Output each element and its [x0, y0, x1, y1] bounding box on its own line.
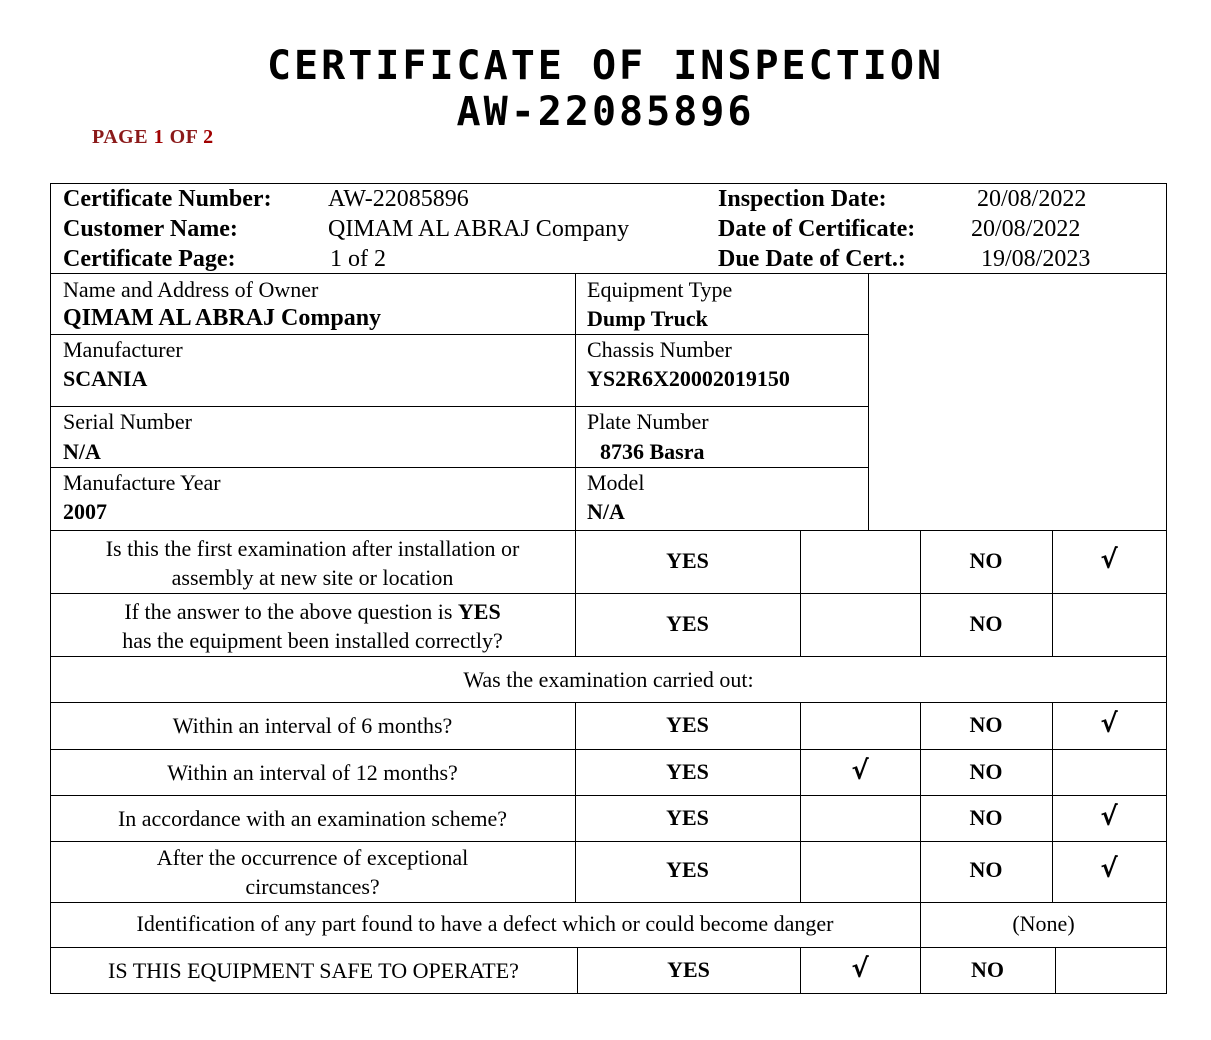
cert-number-label: Certificate Number:	[63, 186, 272, 212]
safe-yes-label: YES	[667, 957, 710, 982]
q5-yes-label: YES	[666, 805, 709, 830]
q4-no-label: NO	[969, 759, 1003, 784]
certificate-title-number: AW-22085896	[456, 89, 755, 135]
manufacturer-value: SCANIA	[63, 366, 148, 391]
cert-page-label: Certificate Page:	[63, 246, 236, 272]
safe-yes-checkmark-icon: √	[851, 954, 869, 984]
equipment-type-value: Dump Truck	[587, 306, 708, 331]
q2-yes-label: YES	[666, 611, 709, 636]
page-indicator: PAGE 1 OF 2	[92, 126, 214, 148]
serial-label: Serial Number	[63, 409, 192, 434]
date-of-cert-label: Date of Certificate:	[718, 216, 916, 242]
question-installed-correctly: If the answer to the above question is YES has the equipment been installed correctly?	[122, 599, 503, 653]
q6-no-checkmark-icon: √	[1100, 854, 1118, 884]
chassis-value: YS2R6X20002019150	[587, 366, 790, 391]
q6-yes-label: YES	[666, 857, 709, 882]
q3-yes-label: YES	[666, 712, 709, 737]
defect-identification-value: (None)	[1012, 911, 1075, 936]
question-interval-12-months: Within an interval of 12 months?	[167, 760, 458, 785]
q1-no-label: NO	[969, 548, 1003, 573]
plate-label: Plate Number	[587, 409, 709, 434]
question-exceptional-circumstances: After the occurrence of exceptional circumstances?	[156, 845, 469, 899]
q6-no-label: NO	[969, 857, 1003, 882]
chassis-label: Chassis Number	[587, 337, 732, 362]
manufacturer-label: Manufacturer	[63, 337, 183, 362]
owner-value: QIMAM AL ABRAJ Company	[63, 305, 382, 331]
question-examination-scheme: In accordance with an examination scheme?	[117, 806, 508, 831]
plate-value: 8736 Basra	[600, 439, 705, 464]
safe-to-operate-question: IS THIS EQUIPMENT SAFE TO OPERATE?	[108, 958, 519, 983]
serial-value: N/A	[63, 439, 101, 464]
safe-no-label: NO	[971, 957, 1004, 982]
owner-label: Name and Address of Owner	[63, 277, 319, 302]
certificate-title: CERTIFICATE OF INSPECTION	[266, 43, 945, 89]
customer-name-value: QIMAM AL ABRAJ Company	[328, 216, 630, 242]
cert-number-value: AW-22085896	[328, 186, 469, 212]
due-date-value: 19/08/2023	[981, 246, 1091, 272]
manufacture-year-value: 2007	[63, 499, 107, 524]
inspection-date-label: Inspection Date:	[718, 186, 887, 212]
defect-identification-label: Identification of any part found to have a defect which or could become danger	[136, 911, 834, 936]
q4-yes-label: YES	[666, 759, 709, 784]
question-first-examination: Is this the first examination after installation or assembly at new site or location	[105, 536, 520, 590]
customer-name-label: Customer Name:	[63, 216, 238, 242]
q1-no-checkmark-icon: √	[1100, 545, 1118, 575]
examination-carried-out-heading: Was the examination carried out:	[463, 667, 754, 692]
manufacture-year-label: Manufacture Year	[63, 470, 221, 495]
question-interval-6-months: Within an interval of 6 months?	[172, 713, 453, 738]
cert-page-value: 1 of 2	[330, 246, 386, 272]
q4-yes-checkmark-icon: √	[851, 756, 869, 786]
q3-no-checkmark-icon: √	[1100, 709, 1118, 739]
model-value: N/A	[587, 499, 625, 524]
date-of-cert-value: 20/08/2022	[971, 216, 1081, 242]
model-label: Model	[587, 470, 645, 495]
inspection-date-value: 20/08/2022	[977, 186, 1087, 212]
q5-no-checkmark-icon: √	[1100, 802, 1118, 832]
q3-no-label: NO	[969, 712, 1003, 737]
q1-yes-label: YES	[666, 548, 709, 573]
equipment-type-label: Equipment Type	[587, 277, 733, 302]
q2-no-label: NO	[969, 611, 1003, 636]
q5-no-label: NO	[969, 805, 1003, 830]
due-date-label: Due Date of Cert.:	[718, 246, 906, 272]
